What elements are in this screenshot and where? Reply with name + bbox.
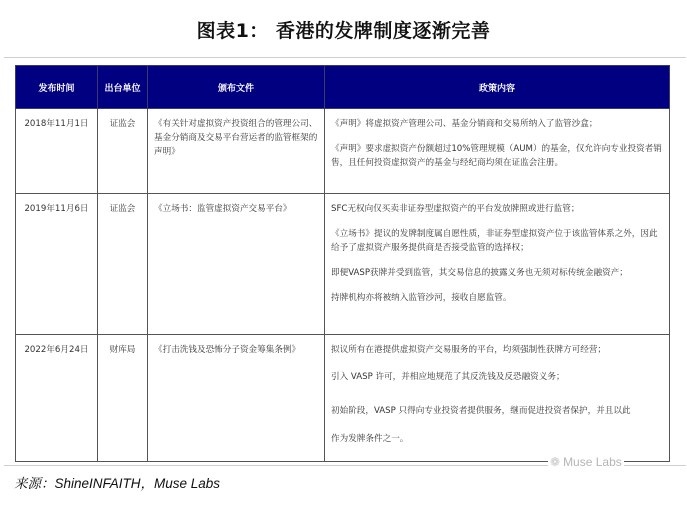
header-date: 发布时间 — [16, 66, 98, 109]
content-item: 《声明》将虚拟资产管理公司、基金分销商和交易所纳入了监管沙盒； — [331, 119, 598, 129]
cell-org: 证监会 — [98, 194, 148, 335]
content-item: 作为发牌条件之一。 — [331, 434, 409, 444]
cell-document: 《有关针对虚拟资产投资组合的管理公司、基金分销商及交易平台营运者的监管框架的声明》 — [148, 109, 325, 194]
content-item: 《立场书》提议的发牌制度属自愿性质，非证券型虚拟资产位于该监管体系之外，因此给予了虚拟资产服务提供商是否接受监管的选择权； — [331, 229, 658, 253]
top-divider — [4, 57, 686, 58]
cell-document: 《打击洗钱及恐怖分子资金筹集条例》 — [148, 335, 325, 462]
table-row — [16, 335, 670, 462]
watermark-text: Muse Labs — [563, 455, 622, 469]
table-header-row — [16, 66, 670, 109]
content-item: 持牌机构亦将被纳入监管沙河，接收自愿监管。 — [331, 293, 512, 303]
content-item: 初始阶段，VASP 只得向专业投资者提供服务，继而促进投资者保护，并且以此 — [331, 406, 631, 416]
cell-content — [325, 194, 670, 335]
wechat-icon: ❁ — [550, 455, 561, 469]
header-org: 出台单位 — [98, 66, 148, 109]
content-item: 《声明》要求虚拟资产份额超过10%管理规模（AUM）的基金，仅允许向专业投资者销售，且任何投资虚拟资产的基金与经纪商均须在证监会注册。 — [331, 144, 662, 168]
table-row — [16, 109, 670, 194]
cell-date: 2018年11月1日 — [16, 109, 98, 194]
cell-content — [325, 109, 670, 194]
policy-table — [15, 65, 670, 462]
source-note: 来源：ShineINFAITH，Muse Labs — [14, 476, 221, 491]
table-row — [16, 194, 670, 335]
cell-org: 财库局 — [98, 335, 148, 462]
header-content: 政策内容 — [325, 66, 670, 109]
figure-title: 图表1： 香港的发牌制度逐渐完善 — [196, 20, 491, 42]
watermark — [548, 455, 624, 469]
cell-date: 2022年6月24日 — [16, 335, 98, 462]
cell-document: 《立场书：监管虚拟资产交易平台》 — [148, 194, 325, 335]
content-item: SFC无权向仅买卖非证券型虚拟资产的平台发放牌照或进行监管； — [331, 204, 580, 214]
cell-content — [325, 335, 670, 462]
content-item: 拟议所有在港提供虚拟资产交易服务的平台，均须强制性获牌方可经营； — [331, 345, 607, 355]
header-document: 颁布文件 — [148, 66, 325, 109]
content-item: 引入 VASP 许可，并相应地规范了其反洗钱及反恐融资义务； — [331, 372, 565, 382]
content-item: 即便VASP获牌并受到监管，其交易信息的披露义务也无须对标传统金融资产； — [331, 268, 628, 278]
cell-org: 证监会 — [98, 109, 148, 194]
cell-date: 2019年11月6日 — [16, 194, 98, 335]
